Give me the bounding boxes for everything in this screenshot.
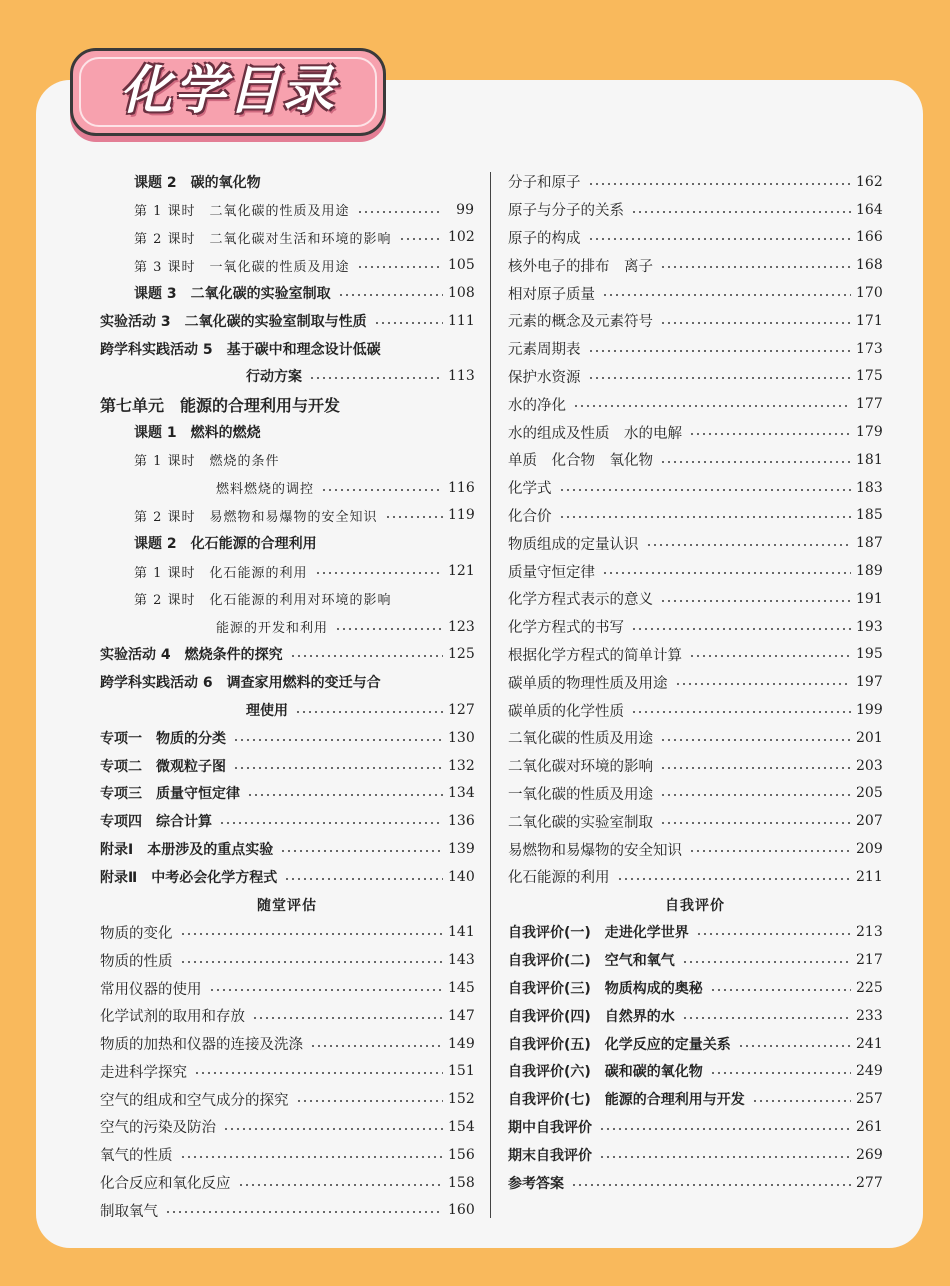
toc-entry-page: 127	[448, 702, 475, 719]
toc-entry[interactable]	[508, 363, 882, 391]
dot-leader	[602, 572, 851, 574]
dot-leader	[194, 1072, 443, 1074]
toc-entry-page: 193	[856, 618, 883, 635]
toc-entry-page: 123	[448, 618, 475, 635]
dot-leader	[315, 572, 443, 574]
dot-leader	[284, 878, 443, 880]
toc-entry[interactable]	[508, 863, 882, 891]
toc-entry-page: 207	[856, 813, 883, 830]
toc-entry[interactable]	[508, 946, 882, 974]
toc-entry-title: 第 2 课时 二氧化碳对生活和环境的影响	[134, 231, 392, 247]
dot-leader	[689, 850, 851, 852]
toc-entry-title: 易燃物和易爆物的安全知识	[508, 842, 682, 859]
toc-entry-title: 第七单元 能源的合理利用与开发	[100, 395, 341, 415]
dot-leader	[660, 767, 851, 769]
toc-entry-page: 233	[856, 1007, 883, 1024]
toc-entry-page: 261	[856, 1118, 883, 1135]
toc-entry-title: 第 1 课时 燃烧的条件	[134, 454, 280, 470]
toc-entry-page: 179	[856, 424, 883, 441]
toc-entry-title: 课题 1 燃料的燃烧	[134, 425, 261, 442]
toc-entry[interactable]	[508, 835, 882, 863]
dot-leader	[247, 794, 443, 796]
dot-leader	[660, 461, 851, 463]
toc-entry-page: 119	[448, 507, 475, 524]
toc-entry-page: 111	[448, 312, 475, 329]
toc-entry[interactable]	[508, 696, 882, 724]
toc-entry[interactable]	[100, 557, 474, 585]
toc-entry-title: 原子与分子的关系	[508, 203, 624, 220]
dot-leader	[310, 1045, 443, 1047]
toc-entry-page: 205	[856, 785, 883, 802]
toc-entry-title: 自我评价(六) 碳和碳的氧化物	[508, 1064, 703, 1081]
toc-entry-title: 相对原子质量	[508, 286, 595, 303]
toc-entry-title: 化学方程式的书写	[508, 620, 624, 637]
toc-entry[interactable]	[508, 307, 882, 335]
toc-entry[interactable]	[508, 641, 882, 669]
toc-entry[interactable]	[100, 279, 474, 307]
toc-entry-title: 化合反应和氧化反应	[100, 1176, 231, 1193]
toc-entry-title: 第 2 课时 易燃物和易爆物的安全知识	[134, 509, 378, 525]
toc-entry-page: 99	[456, 201, 474, 218]
dot-leader	[689, 655, 851, 657]
toc-entry-page: 140	[448, 868, 475, 885]
dot-leader	[321, 489, 443, 491]
toc-entry-title: 课题 2 碳的氧化物	[134, 174, 261, 191]
toc-entry[interactable]	[508, 196, 882, 224]
dot-leader	[602, 294, 851, 296]
toc-entry-title: 期末自我评价	[508, 1147, 592, 1164]
toc-entry-page: 201	[856, 729, 883, 746]
toc-entry-page: 211	[856, 868, 883, 885]
toc-entry[interactable]	[508, 724, 882, 752]
toc-entry[interactable]	[508, 807, 882, 835]
toc-entry[interactable]	[508, 919, 882, 947]
toc-entry[interactable]	[508, 474, 882, 502]
title-tab	[70, 48, 386, 136]
dot-leader	[675, 683, 852, 685]
toc-entry-page: 173	[856, 340, 883, 357]
dot-leader	[617, 878, 852, 880]
dot-leader	[357, 266, 443, 268]
toc-entry[interactable]	[100, 919, 474, 947]
dot-leader	[399, 238, 443, 240]
toc-entry[interactable]	[508, 668, 882, 696]
toc-entry-title: 一氧化碳的性质及用途	[508, 786, 653, 803]
toc-entry-page: 199	[856, 702, 883, 719]
toc-entry-page: 132	[448, 757, 475, 774]
toc-entry-title: 水的净化	[508, 397, 566, 414]
dot-leader	[573, 405, 851, 407]
toc-entry-page: 125	[448, 646, 475, 663]
dot-leader	[689, 433, 851, 435]
dot-leader	[385, 516, 443, 518]
dot-leader	[752, 1100, 851, 1102]
toc-entry[interactable]	[508, 224, 882, 252]
toc-entry-title: 物质的变化	[100, 925, 173, 942]
toc-entry[interactable]	[100, 251, 474, 279]
toc-entry-page: 151	[448, 1063, 475, 1080]
toc-entry-page: 197	[856, 674, 883, 691]
column-divider	[490, 172, 491, 1218]
toc-entry-page: 108	[448, 285, 475, 302]
toc-entry-title: 二氧化碳的实验室制取	[508, 814, 653, 831]
dot-leader	[295, 711, 443, 713]
dot-leader	[309, 377, 443, 379]
toc-entry-title: 期中自我评价	[508, 1119, 592, 1136]
dot-leader	[238, 1184, 444, 1186]
toc-entry-page: 257	[856, 1091, 883, 1108]
toc-entry-title: 根据化学方程式的简单计算	[508, 647, 682, 664]
toc-entry-page: 113	[448, 368, 475, 385]
toc-entry-title: 化学试剂的取用和存放	[100, 1009, 245, 1026]
dot-leader	[599, 1128, 851, 1130]
toc-entry-title: 实验活动 3 二氧化碳的实验室制取与性质	[100, 313, 367, 330]
toc-entry-title: 二氧化碳对环境的影响	[508, 759, 653, 776]
toc-entry[interactable]	[100, 363, 474, 391]
toc-entry[interactable]	[100, 780, 474, 808]
toc-left-column	[100, 168, 474, 1224]
toc-entry[interactable]	[100, 946, 474, 974]
toc-entry-page: 162	[856, 173, 883, 190]
toc-entry-page: 105	[448, 257, 475, 274]
toc-entry-page: 181	[856, 451, 883, 468]
toc-entry-page: 213	[856, 924, 883, 941]
toc-entry-title: 实验活动 4 燃烧条件的探究	[100, 647, 283, 664]
dot-leader	[660, 739, 851, 741]
toc-entry[interactable]	[508, 502, 882, 530]
dot-leader	[165, 1211, 443, 1213]
toc-entry[interactable]	[100, 502, 474, 530]
page-title: 化学目录	[119, 61, 336, 121]
toc-entry[interactable]	[508, 251, 882, 279]
dot-leader	[335, 628, 443, 630]
toc-entry-page: 175	[856, 368, 883, 385]
toc-entry-title: 专项一 物质的分类	[100, 730, 226, 747]
toc-entry-page: 116	[448, 479, 475, 496]
toc-entry[interactable]	[100, 1058, 474, 1086]
toc-entry[interactable]	[508, 418, 882, 446]
toc-entry[interactable]	[100, 224, 474, 252]
toc-entry[interactable]	[508, 1030, 882, 1058]
toc-entry-page: 152	[448, 1091, 475, 1108]
dot-leader	[660, 794, 851, 796]
toc-entry[interactable]	[100, 196, 474, 224]
toc-entry-title: 课题 2 化石能源的合理利用	[134, 536, 317, 553]
toc-entry[interactable]	[508, 557, 882, 585]
toc-entry[interactable]	[508, 446, 882, 474]
toc-entry-page: 203	[856, 757, 883, 774]
toc-entry-title: 理使用	[246, 703, 288, 720]
dot-leader	[219, 822, 443, 824]
dot-leader	[559, 516, 852, 518]
toc-entry-title: 二氧化碳的性质及用途	[508, 731, 653, 748]
toc-entry-page: 134	[448, 785, 475, 802]
toc-entry[interactable]	[508, 1169, 882, 1197]
toc-entry-title: 空气的组成和空气成分的探究	[100, 1092, 289, 1109]
toc-entry-page: 160	[448, 1202, 475, 1219]
toc-entry-page: 166	[856, 229, 883, 246]
dot-leader	[180, 933, 444, 935]
toc-entry-title: 自我评价(五) 化学反应的定量关系	[508, 1036, 731, 1053]
toc-entry-page: 147	[448, 1007, 475, 1024]
toc-entry-title: 元素的概念及元素符号	[508, 314, 653, 331]
toc-entry[interactable]	[100, 1169, 474, 1197]
toc-entry[interactable]	[508, 1113, 882, 1141]
toc-entry-title: 物质组成的定量认识	[508, 536, 639, 553]
toc-entry-title: 分子和原子	[508, 175, 581, 192]
toc-entry-title: 附录Ⅰ 本册涉及的重点实验	[100, 842, 274, 859]
toc-entry-title: 专项三 质量守恒定律	[100, 786, 240, 803]
toc-entry[interactable]	[508, 168, 882, 196]
toc-entry-page: 158	[448, 1174, 475, 1191]
toc-entry-title: 物质的加热和仪器的连接及洗涤	[100, 1037, 303, 1054]
toc-entry[interactable]	[508, 974, 882, 1002]
toc-entry[interactable]	[100, 696, 474, 724]
toc-entry-title: 质量守恒定律	[508, 564, 595, 581]
toc-entry[interactable]	[508, 529, 882, 557]
dot-leader	[710, 1072, 851, 1074]
toc-section-heading[interactable]	[100, 891, 474, 919]
toc-entry[interactable]	[100, 1085, 474, 1113]
dot-leader	[338, 294, 443, 296]
toc-entry-page: 154	[448, 1118, 475, 1135]
dot-leader	[588, 238, 852, 240]
toc-entry[interactable]	[508, 1002, 882, 1030]
dot-leader	[631, 711, 851, 713]
toc-entry[interactable]	[100, 1002, 474, 1030]
toc-entry-title: 燃料燃烧的调控	[216, 482, 315, 498]
toc-entry-title: 自我评价(三) 物质构成的奥秘	[508, 981, 703, 997]
toc-entry[interactable]	[100, 168, 474, 196]
toc-entry-page: 177	[856, 396, 883, 413]
toc-entry-page: 209	[856, 841, 883, 858]
toc-entry-title: 自我评价(一) 走进化学世界	[508, 925, 689, 942]
toc-entry-page: 225	[856, 980, 883, 996]
dot-leader	[296, 1100, 444, 1102]
toc-entry-page: 183	[856, 479, 883, 496]
toc-entry[interactable]	[100, 418, 474, 446]
dot-leader	[180, 1156, 444, 1158]
toc-entry[interactable]	[100, 974, 474, 1002]
dot-leader	[233, 767, 443, 769]
toc-entry-page: 170	[856, 285, 883, 302]
dot-leader	[631, 211, 851, 213]
dot-leader	[682, 961, 851, 963]
toc-entry-page: 141	[448, 924, 475, 941]
dot-leader	[588, 350, 852, 352]
dot-leader	[646, 544, 852, 546]
toc-entry-page: 164	[856, 201, 883, 218]
dot-leader	[209, 989, 444, 991]
toc-entry-title: 跨学科实践活动 5 基于碳中和理念设计低碳	[100, 341, 381, 358]
toc-entry-title: 附录Ⅱ 中考必会化学方程式	[100, 869, 278, 886]
toc-entry-title: 制取氧气	[100, 1203, 158, 1220]
toc-entry-page: 149	[448, 1035, 475, 1052]
toc-entry-title: 第 3 课时 一氧化碳的性质及用途	[134, 259, 350, 275]
toc-entry[interactable]	[100, 807, 474, 835]
toc-entry[interactable]	[508, 585, 882, 613]
toc-entry[interactable]	[100, 752, 474, 780]
toc-entry[interactable]	[100, 335, 474, 363]
toc-entry[interactable]	[508, 613, 882, 641]
dot-leader	[660, 600, 851, 602]
toc-entry-page: 121	[448, 563, 475, 580]
toc-entry-title: 原子的构成	[508, 230, 581, 247]
toc-entry-page: 145	[448, 980, 475, 996]
dot-leader	[180, 961, 444, 963]
toc-entry[interactable]	[100, 1196, 474, 1224]
toc-entry-page: 277	[856, 1174, 883, 1191]
toc-entry-page: 156	[448, 1146, 475, 1163]
dot-leader	[571, 1184, 851, 1186]
toc-entry[interactable]	[100, 585, 474, 613]
toc-right-column	[508, 168, 882, 1196]
toc-entry[interactable]	[508, 335, 882, 363]
toc-entry-title: 第 1 课时 二氧化碳的性质及用途	[134, 204, 350, 220]
toc-entry-title: 空气的污染及防治	[100, 1120, 216, 1137]
toc-entry-title: 走进科学探究	[100, 1064, 187, 1081]
dot-leader	[660, 822, 851, 824]
toc-entry[interactable]	[508, 752, 882, 780]
toc-section-heading[interactable]	[508, 891, 882, 919]
toc-entry-title: 行动方案	[246, 369, 302, 386]
toc-entry-title: 保护水资源	[508, 369, 581, 386]
toc-entry-title: 化合价	[508, 508, 552, 525]
toc-entry-title: 第 1 课时 化石能源的利用	[134, 565, 308, 581]
dot-leader	[233, 739, 443, 741]
toc-entry-page: 195	[856, 646, 883, 663]
toc-entry[interactable]	[508, 1085, 882, 1113]
toc-entry-page: 241	[856, 1035, 883, 1052]
dot-leader	[588, 183, 852, 185]
toc-entry-title: 能源的开发和利用	[216, 621, 329, 637]
toc-entry[interactable]	[100, 1141, 474, 1169]
toc-entry[interactable]	[100, 724, 474, 752]
dot-leader	[682, 1017, 851, 1019]
toc-entry-title: 专项四 综合计算	[100, 814, 212, 831]
toc-entry[interactable]	[508, 1141, 882, 1169]
toc-entry-page: 185	[856, 507, 883, 524]
dot-leader	[252, 1017, 443, 1019]
toc-entry[interactable]	[100, 390, 474, 418]
toc-entry[interactable]	[100, 474, 474, 502]
toc-entry-page: 168	[856, 257, 883, 274]
toc-entry-title: 自我评价(二) 空气和氧气	[508, 953, 675, 970]
dot-leader	[660, 322, 851, 324]
dot-leader	[599, 1156, 851, 1158]
toc-entry[interactable]	[100, 529, 474, 557]
dot-leader	[738, 1045, 851, 1047]
toc-entry-title: 水的组成及性质 水的电解	[508, 425, 682, 442]
toc-entry-page: 139	[448, 841, 475, 858]
toc-entry-page: 217	[856, 952, 883, 969]
toc-entry[interactable]	[100, 641, 474, 669]
toc-entry-page: 102	[448, 229, 475, 246]
dot-leader	[710, 989, 851, 991]
dot-leader	[280, 850, 443, 852]
toc-entry[interactable]	[100, 863, 474, 891]
toc-entry-title: 单质 化合物 氧化物	[508, 453, 653, 470]
toc-entry-title: 跨学科实践活动 6 调查家用燃料的变迁与合	[100, 675, 381, 692]
toc-entry-title: 碳单质的化学性质	[508, 703, 624, 720]
toc-entry-title: 随堂评估	[257, 897, 317, 914]
toc-entry-page: 171	[856, 312, 883, 329]
toc-entry-title: 课题 3 二氧化碳的实验室制取	[134, 286, 331, 303]
toc-entry-title: 元素周期表	[508, 342, 581, 359]
toc-entry-page: 249	[856, 1063, 883, 1080]
toc-entry-page: 269	[856, 1146, 883, 1163]
toc-entry[interactable]	[508, 1058, 882, 1086]
toc-entry-title: 参考答案	[508, 1175, 564, 1192]
toc-entry-page: 130	[448, 729, 475, 746]
toc-entry[interactable]	[508, 279, 882, 307]
dot-leader	[374, 322, 443, 324]
toc-entry-title: 氧气的性质	[100, 1148, 173, 1165]
toc-entry[interactable]	[100, 835, 474, 863]
toc-entry[interactable]	[100, 1030, 474, 1058]
toc-entry-title: 碳单质的物理性质及用途	[508, 675, 668, 692]
toc-entry[interactable]	[100, 613, 474, 641]
toc-entry-title: 常用仪器的使用	[100, 981, 202, 998]
dot-leader	[559, 489, 852, 491]
toc-entry-page: 136	[448, 813, 475, 830]
toc-entry-title: 化学式	[508, 481, 552, 498]
dot-leader	[223, 1128, 443, 1130]
toc-entry[interactable]	[100, 446, 474, 474]
toc-entry-title: 自我评价	[665, 897, 725, 914]
toc-entry-title: 化学方程式表示的意义	[508, 592, 653, 609]
toc-entry-title: 自我评价(四) 自然界的水	[508, 1008, 675, 1025]
toc-entry[interactable]	[508, 390, 882, 418]
toc-entry-title: 第 2 课时 化石能源的利用对环境的影响	[134, 593, 392, 609]
dot-leader	[696, 933, 851, 935]
dot-leader	[631, 628, 851, 630]
toc-entry-title: 核外电子的排布 离子	[508, 258, 653, 275]
dot-leader	[660, 266, 851, 268]
toc-entry-title: 专项二 微观粒子图	[100, 758, 226, 775]
toc-entry-page: 187	[856, 535, 883, 552]
toc-entry[interactable]	[100, 307, 474, 335]
dot-leader	[357, 211, 443, 213]
dot-leader	[290, 655, 443, 657]
toc-entry-page: 191	[856, 590, 883, 607]
toc-entry[interactable]	[100, 668, 474, 696]
toc-entry-title: 物质的性质	[100, 953, 173, 970]
toc-entry-page: 189	[856, 563, 883, 580]
toc-entry[interactable]	[100, 1113, 474, 1141]
dot-leader	[588, 377, 852, 379]
toc-entry-page: 143	[448, 952, 475, 969]
toc-entry-title: 化石能源的利用	[508, 870, 610, 887]
toc-entry[interactable]	[508, 780, 882, 808]
toc-entry-title: 自我评价(七) 能源的合理利用与开发	[508, 1092, 745, 1109]
